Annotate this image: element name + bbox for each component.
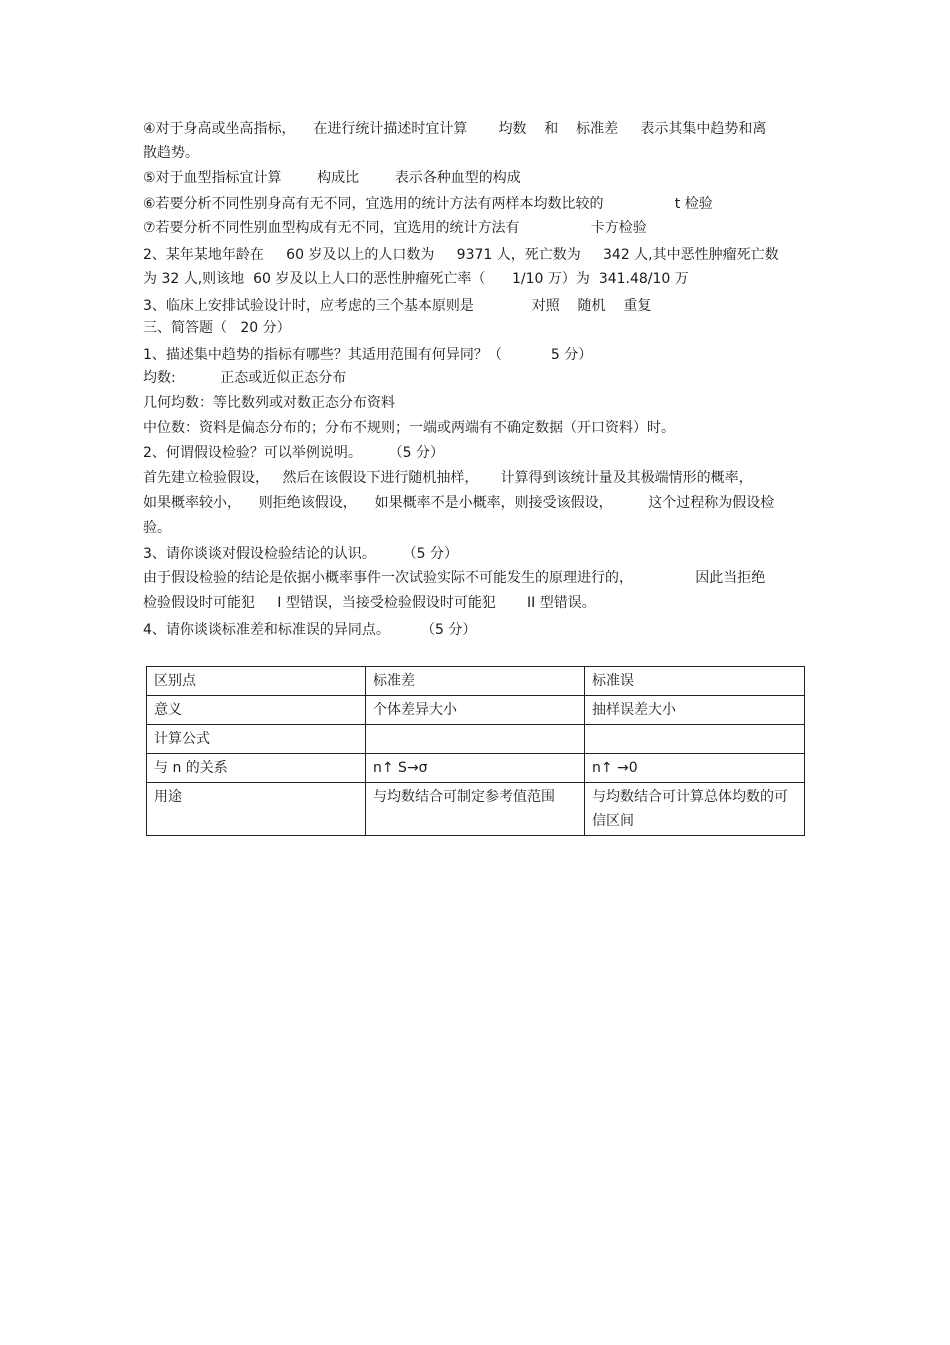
- table-row: [147, 783, 805, 836]
- table-cell: 意义: [147, 696, 366, 725]
- table-cell: [366, 725, 585, 754]
- table-row: [147, 667, 805, 696]
- text-line: 3、临床上安排试验设计时，应考虑的三个基本原则是 对照 随机 重复: [143, 298, 652, 314]
- table-cell: 抽样误差大小: [585, 696, 805, 725]
- text-line: 由于假设检验的结论是依据小概率事件一次试验实际不可能发生的原理进行的， 因此当拒绝: [143, 570, 766, 586]
- comparison-table: [146, 666, 805, 836]
- text-line: 检验假设时可能犯 I 型错误，当接受检验假设时可能犯 II 型错误。: [143, 595, 596, 611]
- table-cell: [585, 725, 805, 754]
- text-line: ⑥若要分析不同性别身高有无不同，宜选用的统计方法有两样本均数比较的 t 检验: [143, 196, 713, 212]
- question-4: 4、请你谈谈标准差和标准误的异同点。 （5 分）: [143, 622, 477, 638]
- text-line: 散趋势。: [143, 145, 199, 161]
- table-cell: 与均数结合可制定参考值范围: [366, 783, 585, 836]
- table-cell: 与 n 的关系: [147, 754, 366, 783]
- text-line: 验。: [143, 520, 171, 536]
- question-1: 1、描述集中趋势的指标有哪些？其适用范围有何异同？（ 5 分）: [143, 347, 593, 363]
- table-cell: 个体差异大小: [366, 696, 585, 725]
- table-row: [147, 696, 805, 725]
- table-cell: 计算公式: [147, 725, 366, 754]
- question-3: 3、请你谈谈对假设检验结论的认识。 （5 分）: [143, 546, 458, 562]
- table-cell: n↑ S→σ: [366, 754, 585, 783]
- section-heading: 三、简答题（ 20 分）: [143, 320, 291, 336]
- table-row: [147, 725, 805, 754]
- text-line: 如果概率较小， 则拒绝该假设， 如果概率不是小概率，则接受该假设， 这个过程称为假设检: [143, 495, 775, 511]
- text-line: ④对于身高或坐高指标， 在进行统计描述时宜计算 均数 和 标准差 表示其集中趋势和离: [143, 121, 767, 137]
- question-2: 2、何谓假设检验？可以举例说明。 （5 分）: [143, 445, 444, 461]
- table-cell: 用途: [147, 783, 366, 836]
- text-line: 几何均数：等比数列或对数正态分布资料: [143, 395, 395, 411]
- table-cell: 标准差: [366, 667, 585, 696]
- table-cell: n↑ →0: [585, 754, 805, 783]
- text-line: ⑦若要分析不同性别血型构成有无不同，宜选用的统计方法有 卡方检验: [143, 220, 647, 236]
- text-line: 为 32 人,则该地 60 岁及以上人口的恶性肿瘤死亡率（ 1/10 万）为 341.48/10 万: [143, 271, 689, 287]
- text-line: 均数: 正态或近似正态分布: [143, 370, 347, 386]
- table-cell: 区别点: [147, 667, 366, 696]
- text-line: 首先建立检验假设， 然后在该假设下进行随机抽样， 计算得到该统计量及其极端情形的概率，: [143, 470, 753, 486]
- table-row: [147, 754, 805, 783]
- table-cell: 与均数结合可计算总体均数的可信区间: [585, 783, 805, 836]
- text-line: ⑤对于血型指标宜计算 构成比 表示各种血型的构成: [143, 170, 521, 186]
- text-line: 2、某年某地年龄在 60 岁及以上的人口数为 9371 人，死亡数为 342 人,其中恶性肿瘤死亡数: [143, 247, 779, 263]
- text-line: 中位数：资料是偏态分布的；分布不规则；一端或两端有不确定数据（开口资料）时。: [143, 420, 675, 436]
- table-cell: 标准误: [585, 667, 805, 696]
